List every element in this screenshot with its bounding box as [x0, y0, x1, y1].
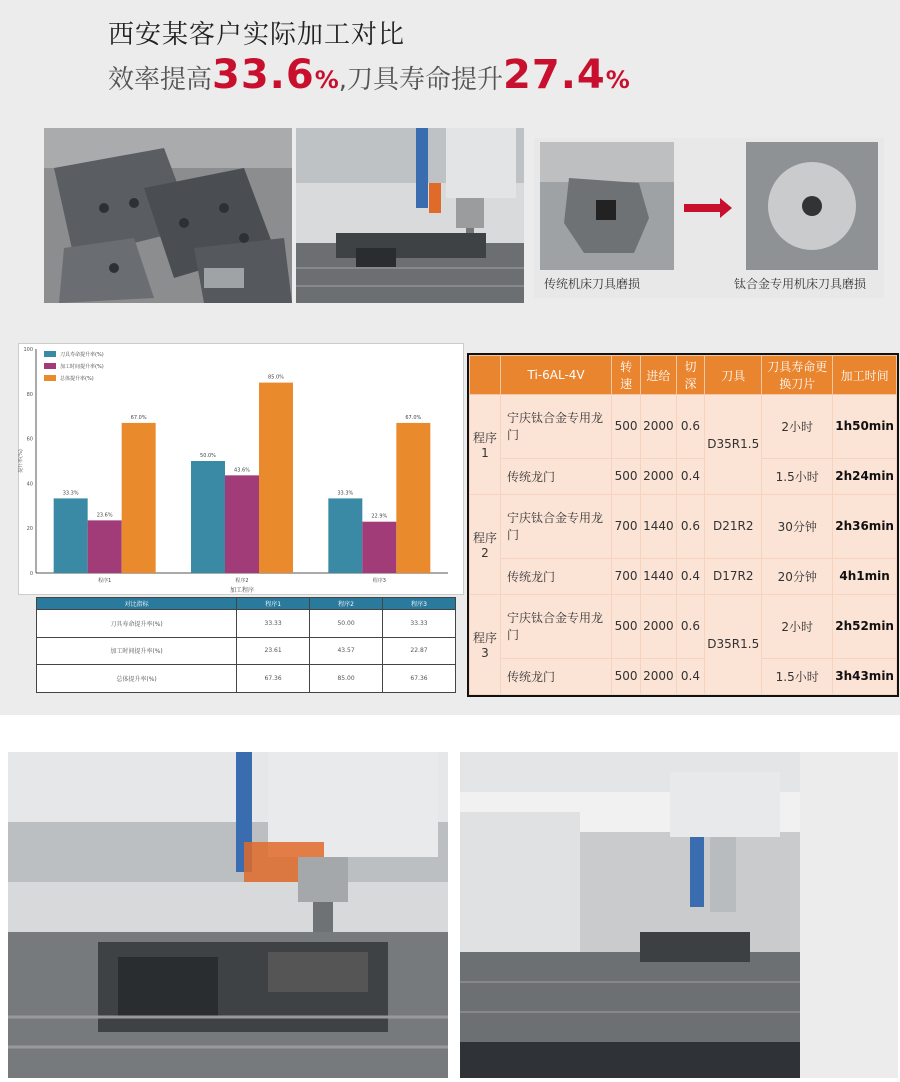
chart-table-cell: 33.33 [237, 610, 310, 638]
toollife-pct: % [605, 66, 630, 94]
x-axis-label: 加工程序 [229, 587, 255, 594]
spec-header-feed: 进给 [641, 356, 677, 395]
chart-table-cell: 刀具寿命提升率(%) [37, 610, 237, 638]
bar [225, 475, 259, 573]
page-subtitle [108, 52, 630, 98]
subtitle-separator: , [338, 65, 348, 95]
y-tick-label: 20 [26, 526, 33, 533]
tool-cell: D35R1.5 [705, 594, 762, 694]
bar [328, 498, 362, 573]
y-tick-label: 80 [26, 391, 33, 398]
bar-data-label: 67.0% [405, 414, 422, 421]
spec-header-tool: 刀具 [705, 356, 762, 395]
spec-header-depth: 切深 [676, 356, 705, 395]
legend-label: 刀具寿命提升率(%) [60, 352, 104, 358]
speed-cell: 500 [612, 395, 641, 459]
table-row [470, 395, 897, 459]
depth-cell: 0.6 [676, 494, 705, 558]
feed-cell: 1440 [641, 558, 677, 594]
bar-data-label: 50.0% [200, 453, 216, 459]
time-cell: 1h50min [833, 395, 897, 459]
chart-table-cell: 67.36 [237, 665, 310, 693]
legend-label: 总体提升率(%) [60, 376, 94, 382]
time-cell: 3h43min [833, 658, 897, 694]
spec-table [469, 355, 897, 695]
speed-cell: 500 [612, 594, 641, 658]
efficiency-value: 33.6 [212, 52, 315, 98]
bar [396, 423, 430, 573]
chart-table-header: 程序1 [237, 598, 310, 610]
program-name: 程序1 [470, 395, 501, 495]
machine-cell: 宁庆钛合金专用龙门 [501, 594, 612, 658]
bar-data-label: 33.3% [337, 490, 354, 497]
bar-data-label: 85.0% [268, 374, 284, 381]
chart-table-cell: 85.00 [310, 665, 383, 693]
table-row [470, 458, 897, 494]
program-name: 程序2 [470, 494, 501, 594]
bar [191, 461, 225, 573]
machine-cell: 宁庆钛合金专用龙门 [501, 494, 612, 558]
speed-cell: 500 [612, 658, 641, 694]
chart-table-cell: 43.57 [310, 637, 383, 665]
chart-table-header: 程序2 [310, 598, 383, 610]
y-tick-label: 40 [26, 481, 33, 488]
x-tick-label: 程序2 [235, 578, 249, 584]
spec-header-material: Ti-6AL-4V [501, 356, 612, 395]
y-axis-label: 提升率(%) [18, 449, 24, 473]
tool-cell: D35R1.5 [705, 395, 762, 495]
tool-wear-comparison-photo [534, 138, 884, 298]
machine-cell: 传统龙门 [501, 658, 612, 694]
time-cell: 2h52min [833, 594, 897, 658]
traditional-wear-caption: 传统机床刀具磨损 [544, 277, 641, 291]
life-cell: 1.5小时 [762, 658, 833, 694]
life-cell: 2小时 [762, 594, 833, 658]
machine-cell: 宁庆钛合金专用龙门 [501, 395, 612, 459]
depth-cell: 0.4 [676, 658, 705, 694]
table-row [37, 610, 456, 638]
efficiency-label: 效率提高 [108, 65, 213, 95]
life-cell: 2小时 [762, 395, 833, 459]
efficiency-pct: % [314, 66, 339, 94]
x-tick-label: 程序1 [98, 578, 112, 584]
chart-table-header: 对比指标 [37, 598, 237, 610]
y-tick-label: 0 [29, 571, 33, 577]
feed-cell: 1440 [641, 494, 677, 558]
depth-cell: 0.6 [676, 395, 705, 459]
time-cell: 2h36min [833, 494, 897, 558]
spec-table-frame [467, 353, 899, 697]
chart-table-cell: 加工时间提升率(%) [37, 637, 237, 665]
chart-svg [18, 343, 464, 595]
table-row [37, 637, 456, 665]
chart-table-header: 程序3 [383, 598, 456, 610]
toollife-label: 刀具寿命提升 [347, 65, 504, 95]
improvement-bar-chart [18, 343, 464, 595]
time-cell: 4h1min [833, 558, 897, 594]
bar-data-label: 22.9% [371, 513, 388, 520]
life-cell: 1.5小时 [762, 458, 833, 494]
chart-table-cell: 33.33 [383, 610, 456, 638]
titanium-wear-caption: 钛合金专用机床刀具磨损 [734, 277, 867, 291]
spec-header-time: 加工时间 [833, 356, 897, 395]
feed-cell: 2000 [641, 594, 677, 658]
feed-cell: 2000 [641, 458, 677, 494]
life-cell: 30分钟 [762, 494, 833, 558]
y-tick-label: 60 [26, 436, 33, 443]
program-name: 程序3 [470, 594, 501, 694]
chart-table-cell: 67.36 [383, 665, 456, 693]
machine-cell: 传统龙门 [501, 458, 612, 494]
time-cell: 2h24min [833, 458, 897, 494]
bar [122, 423, 156, 573]
spec-header-blank [470, 356, 501, 395]
machining-closeup-photo [8, 752, 448, 1078]
chart-table-cell: 50.00 [310, 610, 383, 638]
chart-table-cell: 22.87 [383, 637, 456, 665]
bar [362, 522, 396, 573]
chart-table-cell: 23.61 [237, 637, 310, 665]
table-row [470, 594, 897, 658]
table-row [37, 665, 456, 693]
bar-data-label: 33.3% [62, 490, 79, 497]
speed-cell: 700 [612, 494, 641, 558]
chart-table-cell: 总体提升率(%) [37, 665, 237, 693]
arrow-right-icon [684, 198, 732, 218]
depth-cell: 0.6 [676, 594, 705, 658]
feed-cell: 2000 [641, 395, 677, 459]
tool-cell: D21R2 [705, 494, 762, 558]
page-title: 西安某客户实际加工对比 [108, 20, 406, 50]
toollife-value: 27.4 [503, 52, 606, 98]
legend-swatch [44, 351, 56, 357]
speed-cell: 700 [612, 558, 641, 594]
legend-swatch [44, 363, 56, 369]
bar-data-label: 23.6% [96, 512, 113, 519]
machine-cell: 传统龙门 [501, 558, 612, 594]
gantry-machine-photo [460, 752, 898, 1078]
life-cell: 20分钟 [762, 558, 833, 594]
table-row [470, 494, 897, 558]
bar [259, 383, 293, 573]
legend-label: 加工时间提升率(%) [60, 364, 104, 370]
spec-header-speed: 转速 [612, 356, 641, 395]
machine-spindle-photo [296, 128, 524, 303]
feed-cell: 2000 [641, 658, 677, 694]
tool-cell: D17R2 [705, 558, 762, 594]
spec-header-life: 刀具寿命更换刀片 [762, 356, 833, 395]
chart-summary-table [36, 597, 456, 693]
y-tick-label: 100 [23, 347, 33, 353]
table-row [470, 658, 897, 694]
titanium-parts-photo [44, 128, 292, 303]
bar [88, 520, 122, 573]
x-tick-label: 程序3 [372, 578, 386, 584]
legend-swatch [44, 375, 56, 381]
bar-data-label: 43.6% [234, 467, 250, 474]
bar [54, 498, 88, 573]
depth-cell: 0.4 [676, 558, 705, 594]
bar-data-label: 67.0% [130, 414, 147, 421]
speed-cell: 500 [612, 458, 641, 494]
table-row [470, 558, 897, 594]
depth-cell: 0.4 [676, 458, 705, 494]
